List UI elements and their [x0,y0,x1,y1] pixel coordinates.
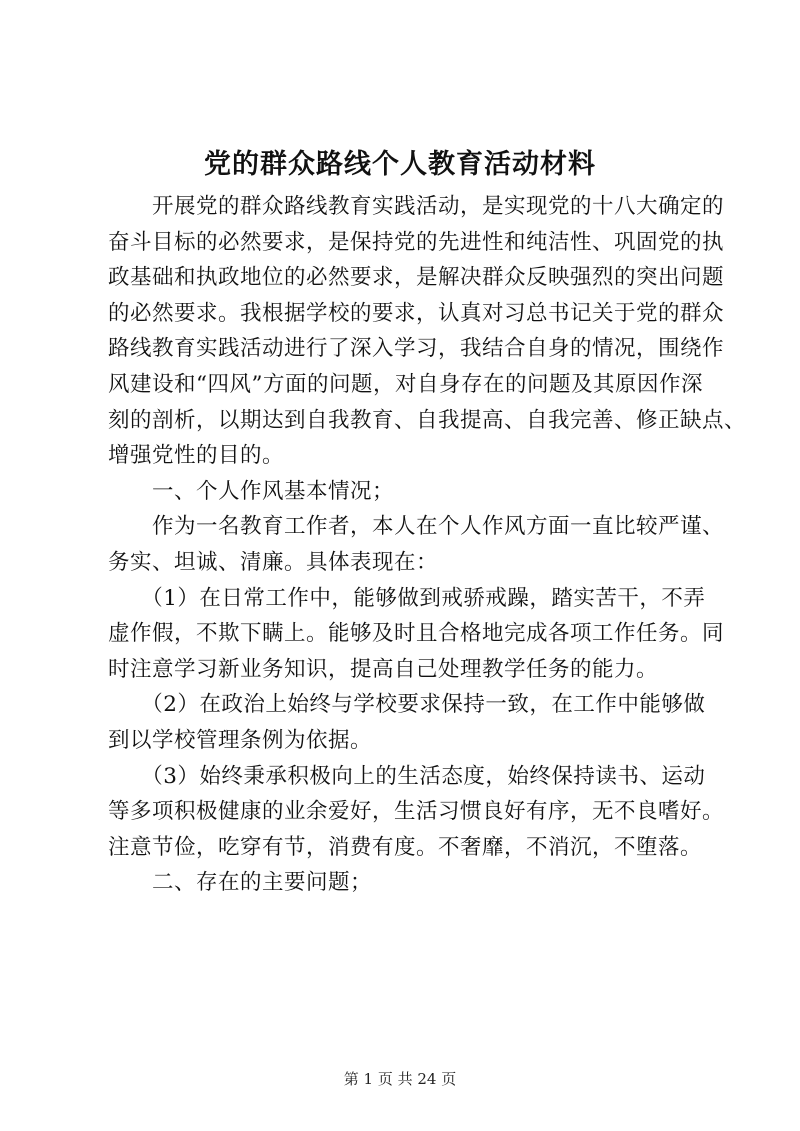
body-line: 路线教育实践活动进行了深入学习，我结合自身的情况，围绕作 [108,336,725,362]
body-line: 一、个人作风基本情况； [108,478,395,504]
body-line: 的必然要求。我根据学校的要求，认真对习总书记关于党的群众 [108,300,725,326]
body-line: 政基础和执政地位的必然要求，是解决群众反映强烈的突出问题 [108,265,725,291]
body-line: （2）在政治上始终与学校要求保持一致，在工作中能够做 [108,692,706,718]
body-line: 作为一名教育工作者，本人在个人作风方面一直比较严谨、 [108,514,725,540]
body-line: 到以学校管理条例为依据。 [108,728,373,753]
document-title: 党的群众路线个人教育活动材料 [204,149,596,180]
page-footer: 第 1 页 共 24 页 [343,1070,457,1088]
body-line: （1）在日常工作中，能够做到戒骄戒躁，踏实苦干，不弄 [108,585,706,611]
body-line: 刻的剖析，以期达到自我教育、自我提高、自我完善、修正缺点、 [108,407,747,433]
body-line: 务实、坦诚、清廉。具体表现在： [108,550,439,575]
body-line: 时注意学习新业务知识，提高自己处理教学任务的能力。 [108,656,659,682]
body-line: 开展党的群众路线教育实践活动，是实现党的十八大确定的 [108,194,725,219]
body-line: 二、存在的主要问题； [108,870,373,896]
body-line: 增强党性的目的。 [108,443,285,469]
body-line: 虚作假，不欺下瞒上。能够及时且合格地完成各项工作任务。同 [108,621,725,647]
body-line: 风建设和“四风”方面的问题，对自身存在的问题及其原因作深 [108,372,703,397]
body-line: 注意节俭，吃穿有节，消费有度。不奢靡，不消沉，不堕落。 [108,834,703,860]
body-line: 等多项积极健康的业余爱好，生活习惯良好有序，无不良嗜好。 [108,799,725,825]
body-line: 奋斗目标的必然要求，是保持党的先进性和纯洁性、巩固党的执 [108,229,725,255]
body-line: （3）始终秉承积极向上的生活态度，始终保持读书、运动 [108,763,706,789]
